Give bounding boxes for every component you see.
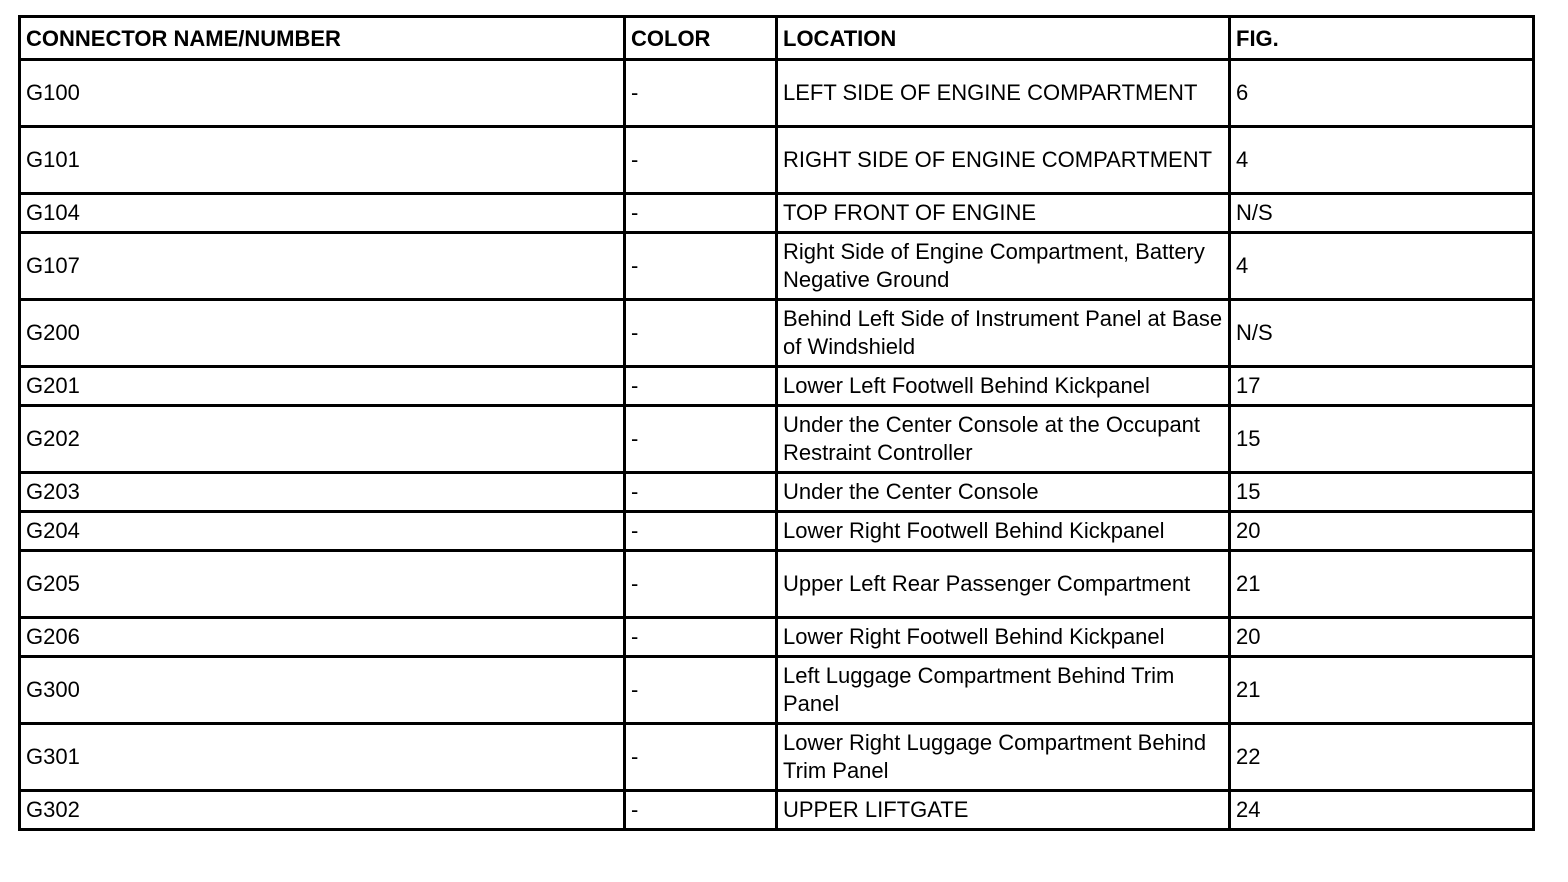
cell-location: Right Side of Engine Compartment, Battery Negative Ground — [777, 233, 1230, 300]
cell-color: - — [625, 551, 777, 618]
cell-connector: G201 — [20, 367, 625, 406]
header-connector: CONNECTOR NAME/NUMBER — [20, 17, 625, 60]
cell-location: Lower Left Footwell Behind Kickpanel — [777, 367, 1230, 406]
cell-color: - — [625, 233, 777, 300]
table-row — [20, 551, 1534, 618]
cell-location: TOP FRONT OF ENGINE — [777, 194, 1230, 233]
cell-color: - — [625, 618, 777, 657]
cell-connector: G202 — [20, 406, 625, 473]
cell-connector: G101 — [20, 127, 625, 194]
cell-fig: 20 — [1230, 512, 1534, 551]
cell-color: - — [625, 512, 777, 551]
cell-fig: N/S — [1230, 194, 1534, 233]
cell-connector: G301 — [20, 724, 625, 791]
header-location: LOCATION — [777, 17, 1230, 60]
cell-connector: G104 — [20, 194, 625, 233]
cell-location: Lower Right Footwell Behind Kickpanel — [777, 512, 1230, 551]
cell-connector: G300 — [20, 657, 625, 724]
table-row — [20, 300, 1534, 367]
cell-connector: G200 — [20, 300, 625, 367]
cell-location: Under the Center Console at the Occupant Restraint Controller — [777, 406, 1230, 473]
cell-fig: 15 — [1230, 473, 1534, 512]
cell-location: LEFT SIDE OF ENGINE COMPARTMENT — [777, 60, 1230, 127]
header-fig: FIG. — [1230, 17, 1534, 60]
header-row — [20, 17, 1534, 60]
header-color: COLOR — [625, 17, 777, 60]
cell-fig: 4 — [1230, 233, 1534, 300]
cell-location: Under the Center Console — [777, 473, 1230, 512]
table-row — [20, 791, 1534, 830]
cell-location: Upper Left Rear Passenger Compartment — [777, 551, 1230, 618]
table-row — [20, 657, 1534, 724]
cell-connector: G100 — [20, 60, 625, 127]
cell-color: - — [625, 791, 777, 830]
cell-location: RIGHT SIDE OF ENGINE COMPARTMENT — [777, 127, 1230, 194]
table-row — [20, 367, 1534, 406]
cell-color: - — [625, 127, 777, 194]
table-row — [20, 512, 1534, 551]
cell-connector: G302 — [20, 791, 625, 830]
cell-connector: G203 — [20, 473, 625, 512]
cell-fig: 20 — [1230, 618, 1534, 657]
cell-fig: 17 — [1230, 367, 1534, 406]
table-row — [20, 618, 1534, 657]
cell-color: - — [625, 406, 777, 473]
cell-color: - — [625, 724, 777, 791]
cell-fig: 15 — [1230, 406, 1534, 473]
connector-table — [18, 15, 1535, 831]
table-row — [20, 406, 1534, 473]
cell-location: UPPER LIFTGATE — [777, 791, 1230, 830]
cell-connector: G204 — [20, 512, 625, 551]
cell-fig: 6 — [1230, 60, 1534, 127]
cell-location: Behind Left Side of Instrument Panel at Base of Windshield — [777, 300, 1230, 367]
cell-color: - — [625, 657, 777, 724]
table-row — [20, 60, 1534, 127]
cell-fig: 24 — [1230, 791, 1534, 830]
cell-location: Lower Right Footwell Behind Kickpanel — [777, 618, 1230, 657]
cell-color: - — [625, 194, 777, 233]
table-row — [20, 724, 1534, 791]
cell-connector: G205 — [20, 551, 625, 618]
cell-color: - — [625, 60, 777, 127]
cell-fig: 21 — [1230, 657, 1534, 724]
table-row — [20, 473, 1534, 512]
cell-color: - — [625, 367, 777, 406]
cell-connector: G206 — [20, 618, 625, 657]
cell-location: Left Luggage Compartment Behind Trim Panel — [777, 657, 1230, 724]
cell-fig: 4 — [1230, 127, 1534, 194]
cell-fig: N/S — [1230, 300, 1534, 367]
table-row — [20, 233, 1534, 300]
cell-fig: 22 — [1230, 724, 1534, 791]
cell-connector: G107 — [20, 233, 625, 300]
table-row — [20, 194, 1534, 233]
table-row — [20, 127, 1534, 194]
cell-color: - — [625, 300, 777, 367]
cell-color: - — [625, 473, 777, 512]
cell-location: Lower Right Luggage Compartment Behind Trim Panel — [777, 724, 1230, 791]
cell-fig: 21 — [1230, 551, 1534, 618]
